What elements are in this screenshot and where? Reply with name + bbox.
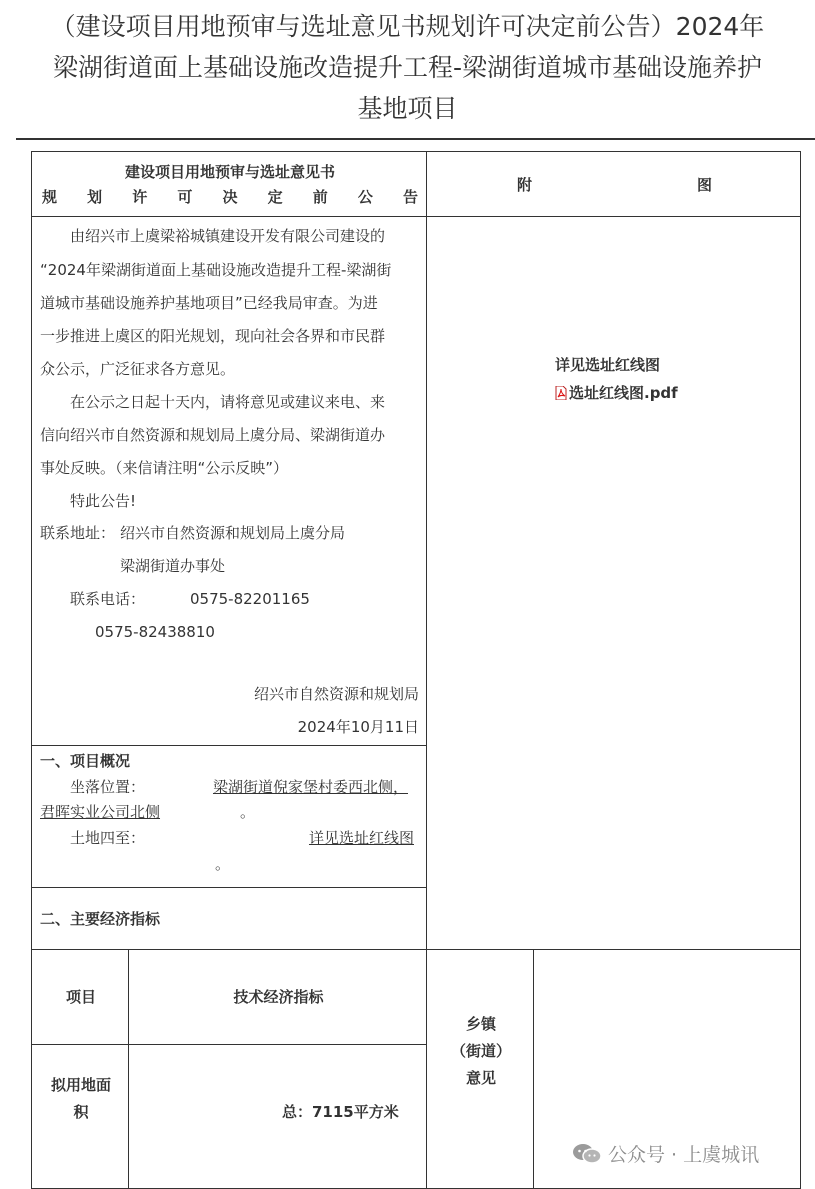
area-label-line-2: 积	[73, 1103, 89, 1121]
section-indicators-heading: 二、主要经济指标	[40, 910, 161, 928]
pdf-icon	[555, 386, 567, 400]
notice-para2-line1: 在公示之日起十天内，请将意见或建议来电、来	[70, 393, 386, 411]
boundary-blank-line	[40, 854, 215, 874]
col-tech-header: 技术经济指标	[233, 988, 324, 1006]
left-header-line-1: 建设项目用地预审与选址意见书	[124, 163, 335, 181]
boundary-value: 详见选址红线图	[308, 829, 414, 847]
location-value-2: 君晖实业公司北侧	[40, 803, 161, 821]
notice-para1-line2: “2024年梁湖街道面上基础设施改造提升工程-梁湖街	[40, 261, 392, 279]
notice-para1-line4: 一步推进上虞区的阳光规划，现向社会各界和市民群	[40, 327, 386, 345]
col-item-header: 项目	[65, 988, 96, 1006]
notice-para1-line3: 道城市基础设施养护基地项目”已经我局审查。为进	[40, 294, 378, 312]
notice-para2-line2: 信向绍兴市自然资源和规划局上虞分局、梁湖街道办	[40, 426, 386, 444]
col-tech-header-cell	[128, 949, 427, 1045]
area-value: 总：7115平方米	[282, 1103, 399, 1121]
boundary-label: 土地四至：	[70, 829, 146, 847]
attachment-cell	[426, 216, 801, 950]
right-header: 附图	[517, 176, 712, 194]
area-label-line-1: 拟用地面	[50, 1076, 111, 1094]
location-period: 。	[240, 803, 256, 821]
address-label: 联系地址：	[40, 524, 116, 542]
attachment-file-name[interactable]: 选址红线图.pdf	[569, 384, 678, 402]
phone-1: 0575-82201165	[190, 590, 310, 608]
right-header-cell	[426, 151, 801, 217]
notice-para1-line1: 由绍兴市上虞梁裕城镇建设开发有限公司建设的	[70, 227, 386, 245]
title-divider	[16, 138, 815, 140]
signature: 绍兴市自然资源和规划局	[253, 685, 419, 703]
opinion-label-line-2: （街道）	[450, 1042, 511, 1060]
opinion-label-cell	[426, 949, 534, 1189]
col-item-header-cell	[31, 949, 129, 1045]
title-line-3: 基地项目	[357, 94, 458, 123]
watermark-text: 公众号 · 上虞城讯	[608, 1144, 760, 1166]
left-header-line-2: 规划许可决定前公告	[42, 188, 418, 206]
address-line-1: 绍兴市自然资源和规划局上虞分局	[120, 524, 346, 542]
attachment-caption: 详见选址红线图	[555, 356, 661, 374]
opinion-label-line-3: 意见	[465, 1069, 496, 1087]
left-header-cell	[31, 151, 427, 217]
phone-2: 0575-82438810	[95, 623, 215, 641]
area-value-cell	[128, 1044, 427, 1189]
watermark	[572, 1140, 759, 1167]
attachment-link[interactable]	[555, 383, 678, 403]
address-line-2: 梁湖街道办事处	[120, 557, 226, 575]
notice-body-cell	[31, 216, 427, 746]
phone-label: 联系电话：	[70, 590, 146, 608]
location-label: 坐落位置：	[70, 778, 146, 796]
section-indicators-cell	[31, 887, 427, 950]
notice-para1-line5: 众公示，广泛征求各方意见。	[40, 360, 236, 378]
opinion-label-line-1: 乡镇	[465, 1015, 496, 1033]
notice-date: 2024年10月11日	[297, 718, 419, 736]
wechat-icon	[572, 1143, 602, 1165]
page-title	[0, 6, 815, 129]
notice-closing: 特此公告!	[70, 492, 137, 510]
area-label-cell	[31, 1044, 129, 1189]
title-line-1: （建设项目用地预审与选址意见书规划许可决定前公告）2024年	[50, 12, 765, 41]
section-overview-heading: 一、项目概况	[40, 752, 131, 770]
location-value-1: 梁湖街道倪家堡村委西北侧，	[212, 778, 408, 796]
notice-para2-line3: 事处反映。（来信请注明“公示反映”）	[40, 459, 289, 477]
boundary-period: 。	[215, 855, 231, 873]
section-overview-cell	[31, 745, 427, 888]
title-line-2: 梁湖街道面上基础设施改造提升工程-梁湖街道城市基础设施养护	[52, 53, 763, 82]
